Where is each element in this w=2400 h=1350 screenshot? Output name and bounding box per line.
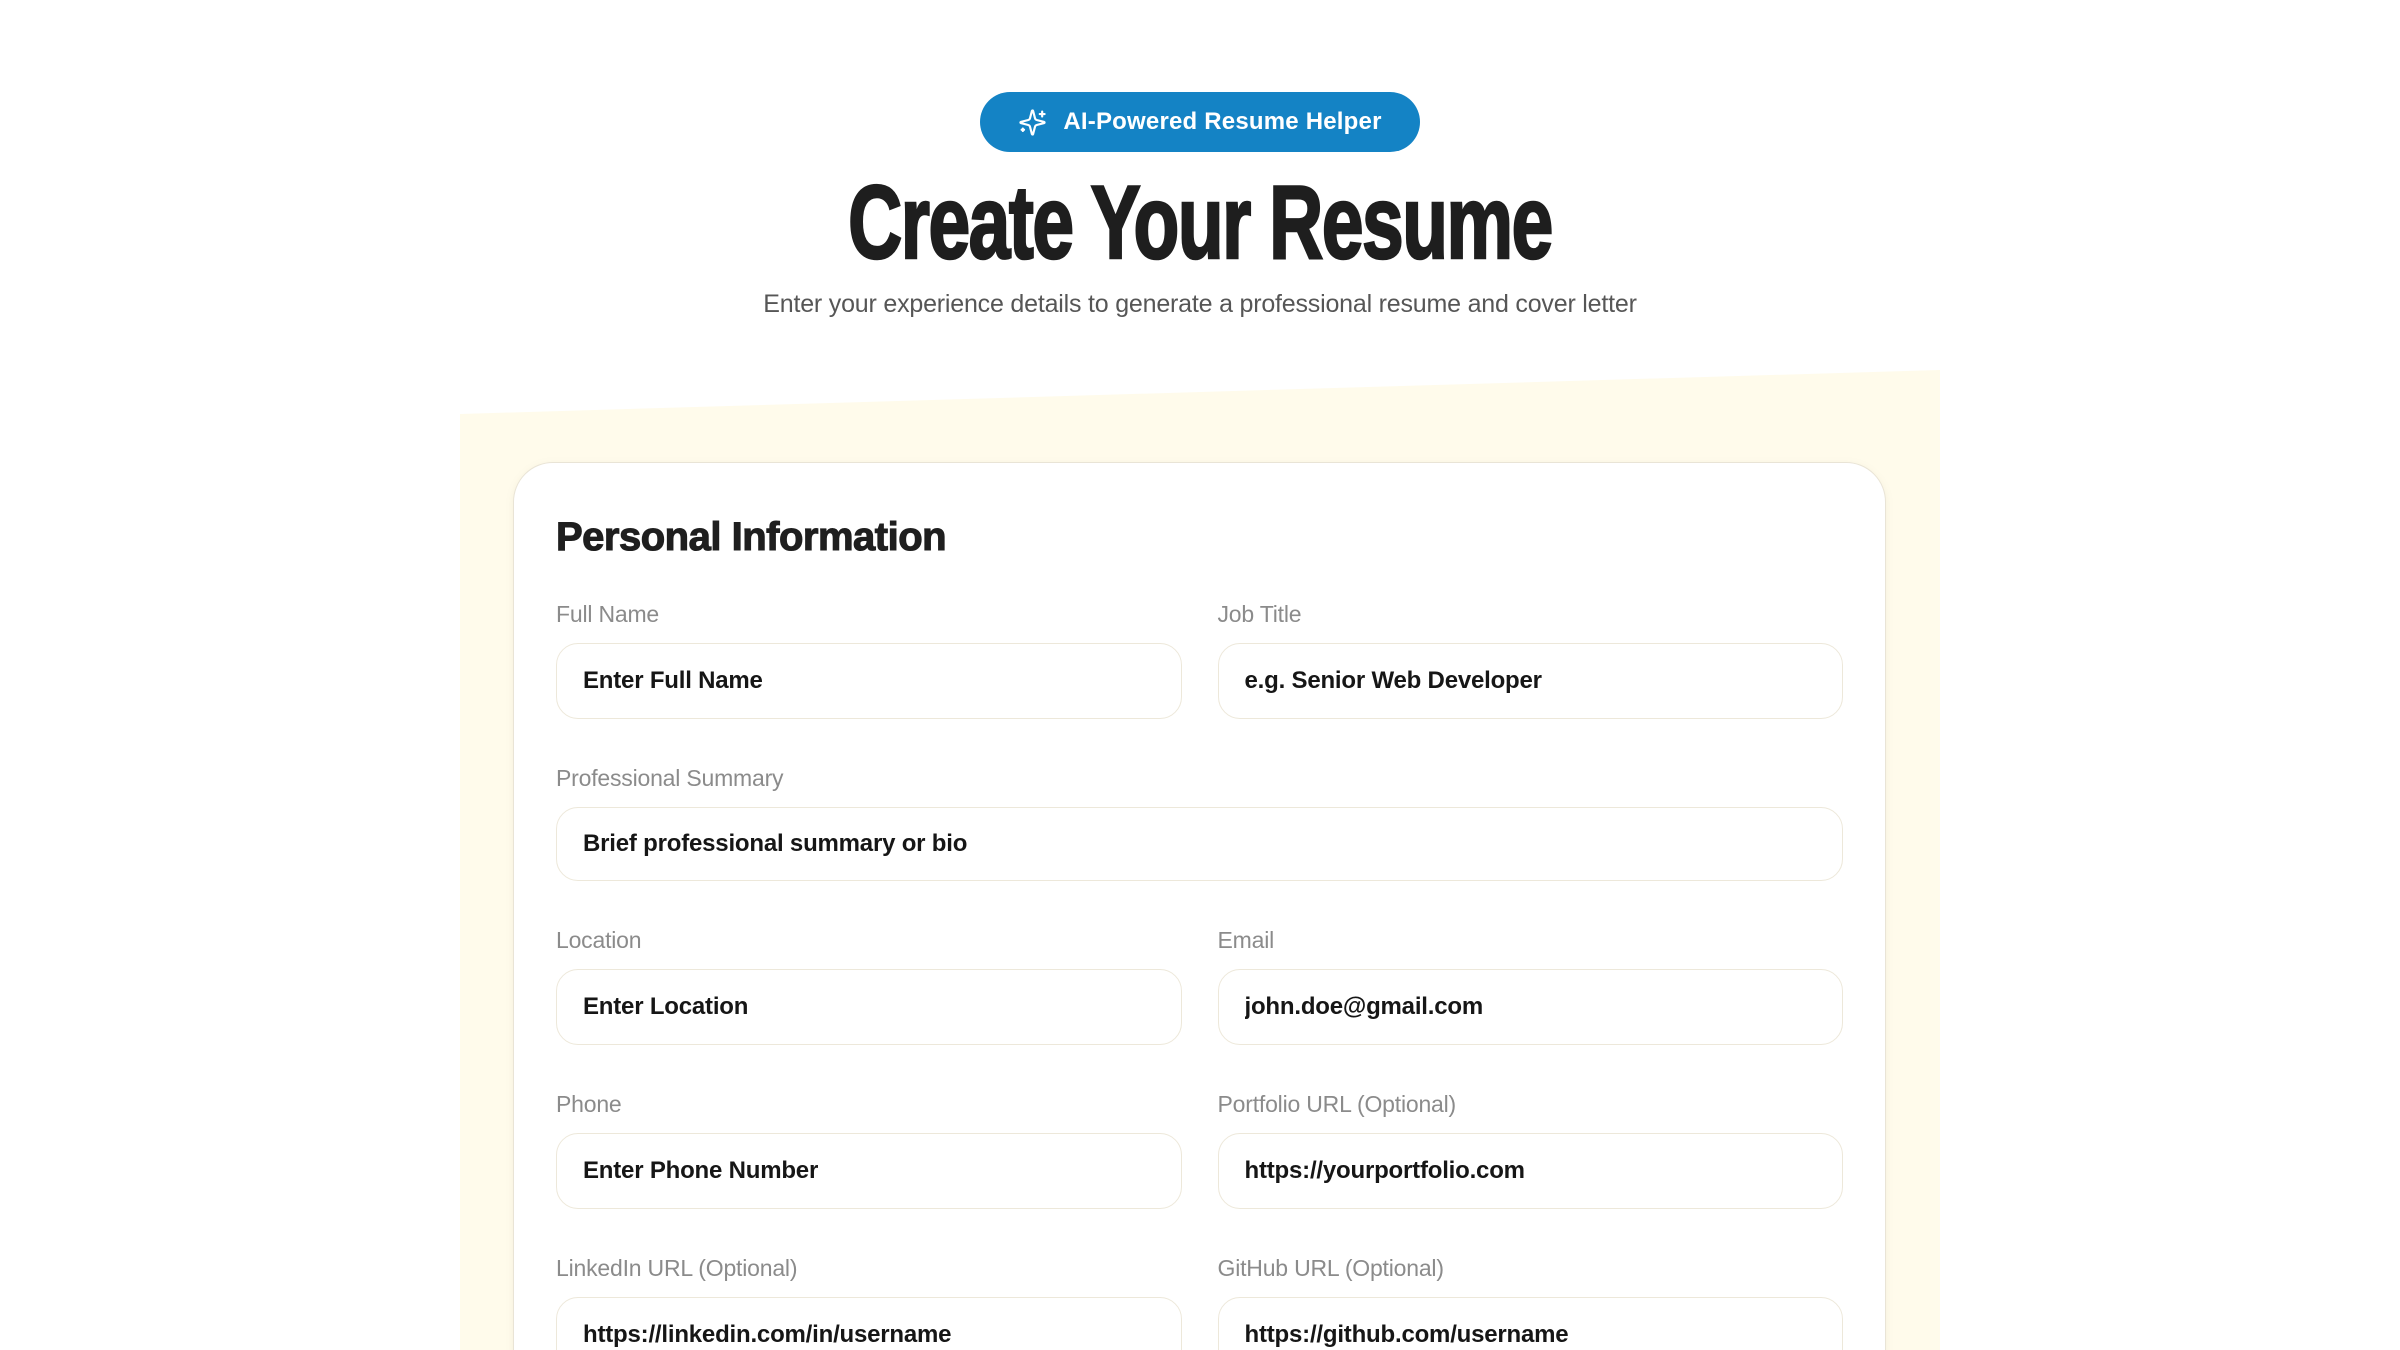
field-full-name <box>556 599 1182 719</box>
form-row-linkedin-github <box>556 1253 1843 1350</box>
professional-summary-input[interactable] <box>556 807 1843 881</box>
field-email <box>1218 925 1844 1045</box>
form-row-phone-portfolio <box>556 1089 1843 1253</box>
page-title: Create Your Resume <box>848 165 1552 281</box>
ai-powered-badge-label: AI-Powered Resume Helper <box>1063 108 1382 135</box>
professional-summary-label: Professional Summary <box>556 765 784 791</box>
field-job-title <box>1218 599 1844 719</box>
field-portfolio-url <box>1218 1089 1844 1209</box>
field-phone <box>556 1089 1182 1209</box>
section-title-personal-information: Personal Information <box>556 515 947 559</box>
field-professional-summary <box>556 763 1843 881</box>
email-input[interactable] <box>1218 969 1844 1045</box>
form-row-name-jobtitle <box>556 599 1843 763</box>
phone-input[interactable] <box>556 1133 1182 1209</box>
field-github-url <box>1218 1253 1844 1350</box>
email-label: Email <box>1217 927 1275 953</box>
github-url-label: GitHub URL (Optional) <box>1217 1255 1444 1281</box>
github-url-input[interactable] <box>1218 1297 1844 1350</box>
linkedin-url-label: LinkedIn URL (Optional) <box>556 1255 798 1281</box>
ai-powered-badge[interactable] <box>980 92 1419 152</box>
location-label: Location <box>556 927 642 953</box>
job-title-input[interactable] <box>1218 643 1844 719</box>
portfolio-url-label: Portfolio URL (Optional) <box>1217 1091 1456 1117</box>
full-name-label: Full Name <box>556 601 660 627</box>
sparkles-icon <box>1018 108 1047 137</box>
field-location <box>556 925 1182 1045</box>
personal-information-card <box>513 462 1886 1350</box>
hero-section <box>0 0 2400 319</box>
page-subtitle: Enter your experience details to generate a professional resume and cover letter <box>763 290 1637 319</box>
full-name-input[interactable] <box>556 643 1182 719</box>
job-title-label: Job Title <box>1217 601 1302 627</box>
portfolio-url-input[interactable] <box>1218 1133 1844 1209</box>
phone-label: Phone <box>556 1091 622 1117</box>
form-row-location-email <box>556 925 1843 1089</box>
linkedin-url-input[interactable] <box>556 1297 1182 1350</box>
field-linkedin-url <box>556 1253 1182 1350</box>
location-input[interactable] <box>556 969 1182 1045</box>
